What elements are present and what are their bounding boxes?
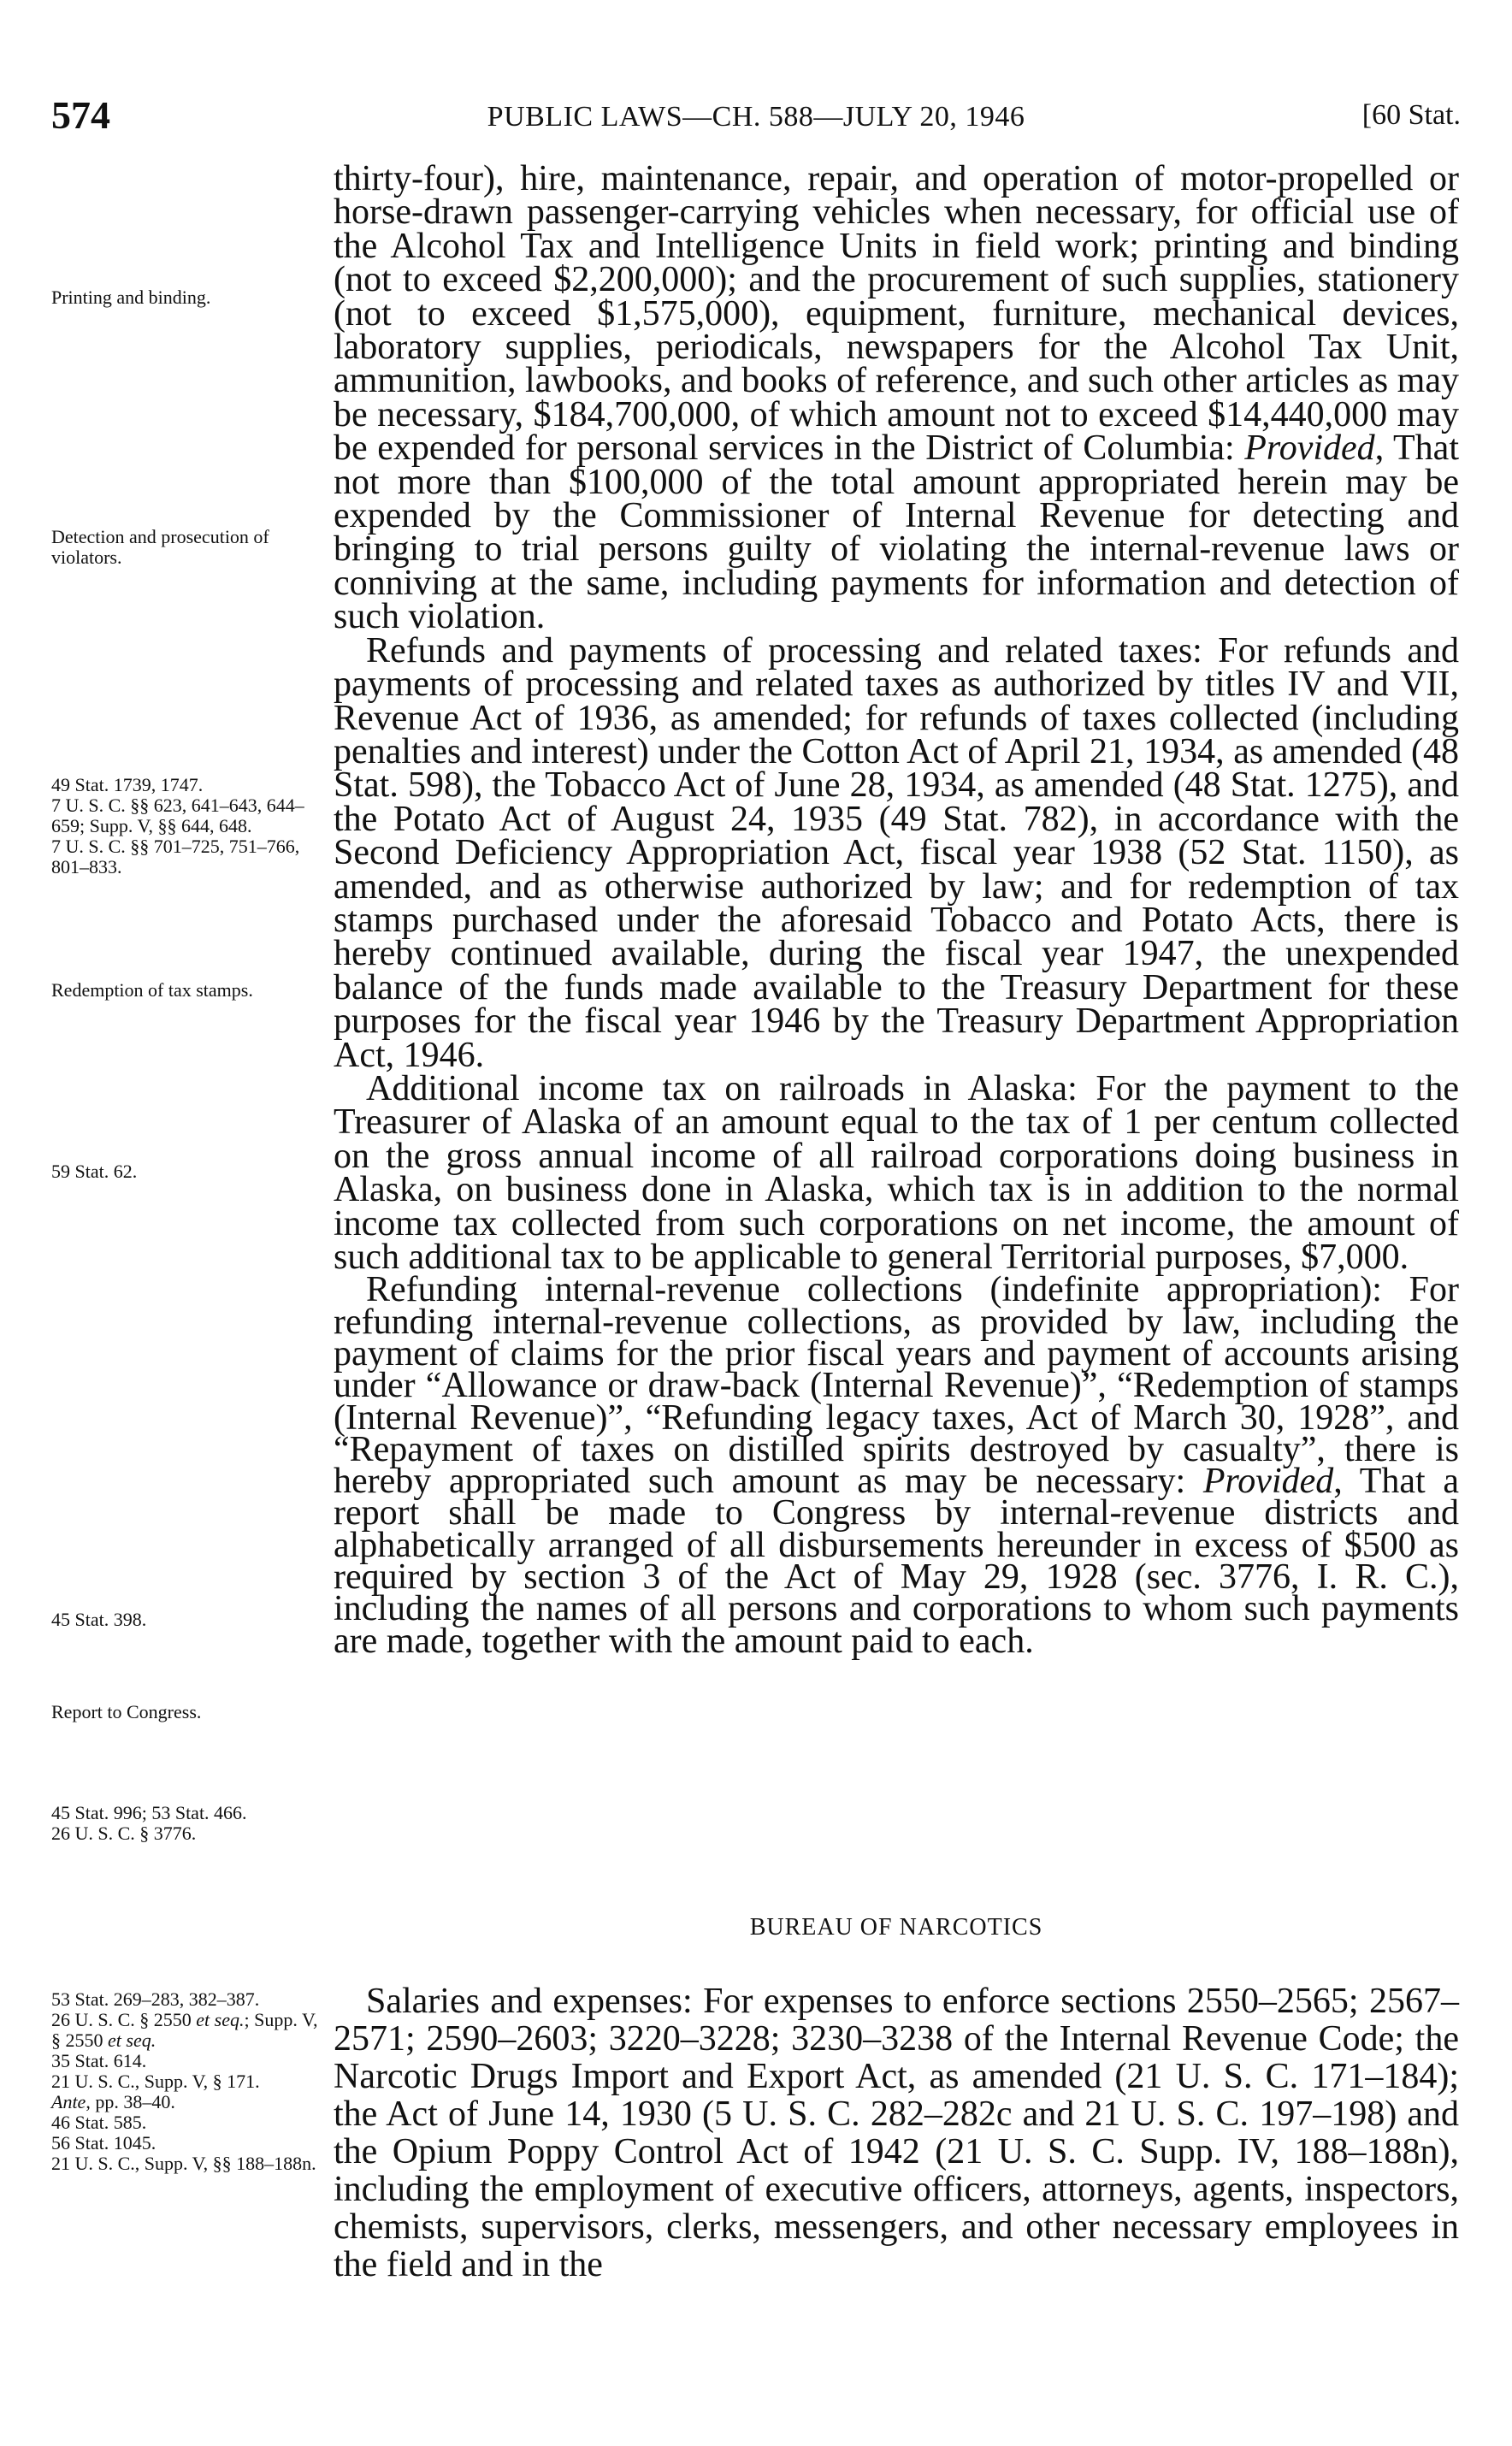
margin-note-refs-report: 45 Stat. 996; 53 Stat. 466. 26 U. S. C. § 3776. (51, 1802, 247, 1844)
margin-note-printing: Printing and binding. (51, 287, 211, 308)
section-heading-bureau-of-narcotics: BUREAU OF NARCOTICS (749, 1914, 1043, 1941)
margin-note-59-stat: 59 Stat. 62. (51, 1161, 138, 1182)
running-title: PUBLIC LAWS—CH. 588—JULY 20, 1946 (487, 101, 1025, 133)
page-header (0, 92, 1512, 144)
page-number: 574 (51, 93, 110, 137)
paragraph-alcohol-tax: thirty-four), hire, maintenance, repair, and operation of motor-propelled or horse-drawn passenger-carrying vehicles when necessary, for official use of the Alcohol Tax and Intelligence Units in field work; printing and binding (not to exceed $2,200,000); and the procurement of such supplies, stationery (not to exceed $1,575,000), equipment, furniture, mechanical devices, laboratory supplies, periodicals, newspapers for the Alcohol Tax Unit, ammunition, lawbooks, and books of reference, and such other articles as may be necessary, $184,700,000, of which amount not to exceed $14,440,000 may be expended for personal services in the District of Columbia: Provided, That not more than $100,000 of the total amount appropriated herein may be expended by the Commissioner of Internal Revenue for detecting and bringing to trial persons guilty of violating the internal-revenue laws or conniving at the same, including payments for information and detection of such violation. (334, 159, 1459, 637)
narcotics-text (334, 1982, 1459, 2284)
margin-note-refs-narcotics: 53 Stat. 269–283, 382–387. 26 U. S. C. § 2550 et seq.; Supp. V, § 2550 et seq. 35 Stat. 614. 21 U. S. C., Supp. V, § 171. Ante, pp. 38–40. 46 Stat. 585. 56 Stat. 1045. 21 U. S. C., Supp. V, §§ 188–188n. (51, 1988, 318, 2174)
volume-reference: [60 Stat. (1361, 99, 1461, 131)
paragraph-alaska-railroad-tax: Additional income tax on railroads in Alaska: For the payment to the Treasurer of Alaska of an amount equal to the tax of 1 per centum collected on the gross annual income of all railroad corporations doing business in Alaska, on business done in Alaska, which tax is in addition to the normal income tax collected from such corporations on net income, the amount of such additional tax to be applicable to general Territorial purposes, $7,000. (334, 1068, 1459, 1277)
margin-note-redemption: Redemption of tax stamps. (51, 979, 253, 1001)
margin-note-detection: Detection and prosecution of violators. (51, 526, 269, 568)
paragraph-refunding-collections: Refunding internal-revenue collections (indefinite appropriation): For refunding internal-revenue collections, as provided by law, including the payment of claims for the prior fiscal years and payment of accounts arising under “Allowance or draw-back (Internal Revenue)”, “Redemption of stamps (Internal Revenue)”, “Refunding legacy taxes, Act of March 30, 1928”, and “Repayment of taxes on distilled spirits destroyed by casualty”, there is hereby appropriated such amount as may be necessary: Provided, That a report shall be made to Congress by internal-revenue districts and alphabetically arranged of all disbursements hereunder in excess of $500 as required by section 3 of the Act of May 29, 1928 (sec. 3776, I. R. C.), including the names of all persons and corporations to whom such payments are made, together with the amount paid to each. (334, 1270, 1459, 1661)
margin-note-45-stat: 45 Stat. 398. (51, 1609, 147, 1630)
margin-note-refs-processing-taxes: 49 Stat. 1739, 1747. 7 U. S. C. §§ 623, 641–643, 644–659; Supp. V, §§ 644, 648. 7 U. S. C. §§ 701–725, 751–766, 801–833. (51, 774, 304, 877)
main-text (334, 159, 1459, 1661)
paragraph-narcotics-salaries: Salaries and expenses: For expenses to enforce sections 2550–2565; 2567–2571; 2590–2603; 3220–3228; 3230–3238 of the Internal Revenue Code; the Narcotic Drugs Import and Export Act, as amended (21 U. S. C. 171–184); the Act of June 14, 1930 (5 U. S. C. 282–282c and 21 U. S. C. 197–198) and the Opium Poppy Control Act of 1942 (21 U. S. C. Supp. IV, 188–188n), including the employment of executive officers, attorneys, agents, inspectors, chemists, supervisors, clerks, messengers, and other necessary employees in the field and in the (334, 1982, 1459, 2284)
margin-note-report: Report to Congress. (51, 1701, 202, 1722)
paragraph-refunds-processing-taxes: Refunds and payments of processing and related taxes: For refunds and payments of processing and related taxes as authorized by titles IV and VII, Revenue Act of 1936, as amended; for refunds of taxes collected (including penalties and interest) under the Cotton Act of April 21, 1934, as amended (48 Stat. 598), the Tobacco Act of June 28, 1934, as amended (48 Stat. 1275), and the Potato Act of August 24, 1935 (49 Stat. 782), in accordance with the Second Deficiency Appropriation Act, fiscal year 1938 (52 Stat. 1150), as amended, and as otherwise authorized by law; and for redemption of tax stamps purchased under the aforesaid Tobacco and Potato Acts, there is hereby continued available, during the fiscal year 1947, the unexpended balance of the funds made available to the Treasury Department for these purposes for the fiscal year 1946 by the Treasury Department Appropriation Act, 1946. (334, 630, 1459, 1075)
